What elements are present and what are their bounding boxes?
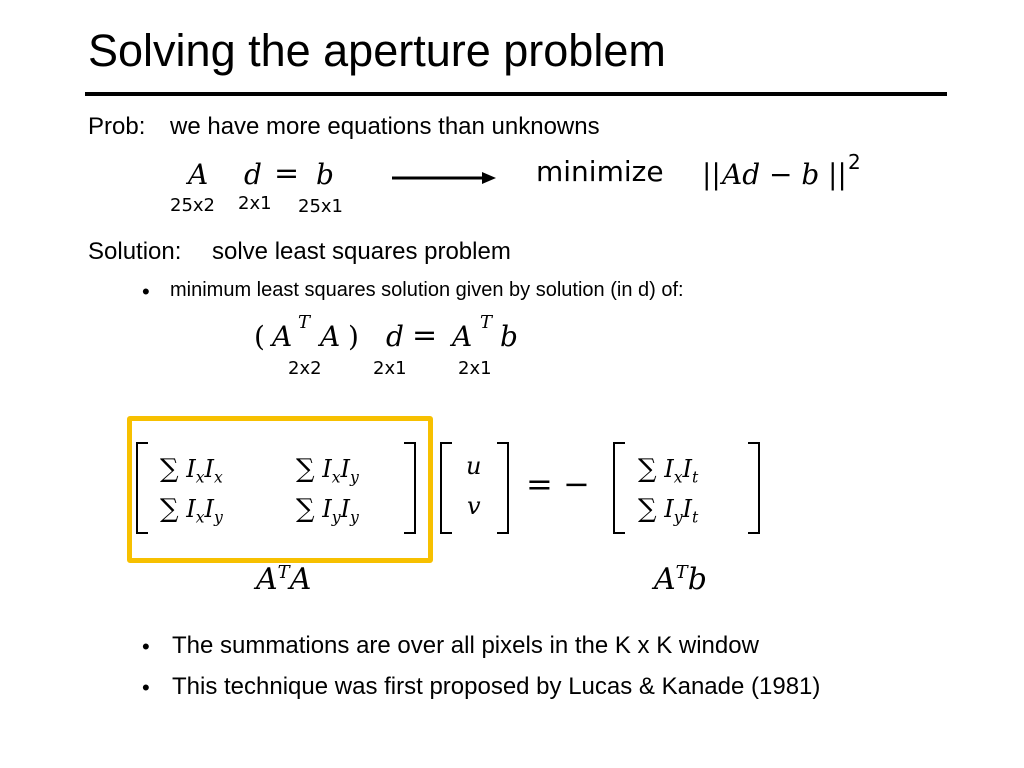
- vector-v: v: [467, 492, 481, 520]
- eq2-A2: A: [320, 320, 341, 353]
- minimize-power: 2: [848, 150, 861, 174]
- eq2-equals: =: [412, 318, 438, 353]
- matrix-left-bracket-open: [136, 442, 148, 534]
- dim-d2: 2x1: [373, 358, 407, 379]
- rhs-entry-1: ∑ $I_xI_t$: [638, 454, 699, 487]
- eq2-paren-close: ): [348, 320, 359, 353]
- dim-ATA: 2x2: [288, 358, 322, 379]
- minimize-expr: Ad − b: [722, 158, 820, 191]
- eq2-A: A: [272, 320, 293, 353]
- norm-close: ||: [828, 158, 847, 191]
- eq-d: d: [244, 158, 262, 191]
- rhs-bracket-open: [613, 442, 625, 534]
- highlight-box: [127, 416, 433, 563]
- solution-label: Solution:: [88, 238, 182, 265]
- bullet-dot: •: [142, 675, 150, 700]
- solution-bullet: minimum least squares solution given by solution (in d) of:: [170, 279, 684, 301]
- note-lucas-kanade: This technique was first proposed by Lucas & Kanade (1981): [172, 673, 821, 700]
- eq-A: A: [188, 158, 209, 191]
- eq2-T: T: [298, 312, 311, 333]
- vector-bracket-close: [497, 442, 509, 534]
- title-underline: [85, 92, 947, 96]
- note-summations: The summations are over all pixels in the K x K window: [172, 632, 759, 659]
- eq2-rhs-b: b: [500, 320, 518, 353]
- bullet-dot: •: [142, 279, 150, 304]
- matrix-entry-12: ∑ $I_xI_y$: [296, 454, 359, 487]
- rhs-bracket-close: [748, 442, 760, 534]
- vector-bracket-open: [440, 442, 452, 534]
- eq-b: b: [316, 158, 334, 191]
- vector-u: u: [466, 452, 482, 480]
- eq2-d: d: [386, 320, 404, 353]
- equals-minus: = −: [526, 465, 590, 503]
- prob-label: Prob:: [88, 113, 146, 140]
- matrix-left-bracket-close: [404, 442, 416, 534]
- eq2-rhs-T: T: [480, 312, 493, 333]
- rhs-entry-2: ∑ $I_yI_t$: [638, 494, 699, 527]
- minimize-word: minimize: [536, 155, 664, 188]
- eq-equals: =: [274, 156, 300, 191]
- dim-ATb: 2x1: [458, 358, 492, 379]
- matrix-entry-22: ∑ $I_yI_y$: [296, 494, 359, 527]
- eq2-paren-open: (: [254, 320, 265, 353]
- matrix-entry-11: ∑ $I_xI_x$: [160, 454, 223, 487]
- norm-open: ||: [702, 158, 721, 191]
- dim-A: 25x2: [170, 195, 216, 216]
- slide-title: Solving the aperture problem: [88, 25, 666, 76]
- dim-b: 25x1: [298, 196, 344, 217]
- matrix-entry-21: ∑ $I_xI_y$: [160, 494, 223, 527]
- solution-text: solve least squares problem: [212, 238, 511, 265]
- dim-d: 2x1: [238, 193, 272, 214]
- label-ATA: $A^TA$: [256, 561, 312, 597]
- eq2-rhs-A: A: [452, 320, 473, 353]
- right-arrow-icon: [390, 168, 500, 188]
- prob-text: we have more equations than unknowns: [170, 113, 600, 140]
- bullet-dot: •: [142, 634, 150, 659]
- label-ATb: $A^Tb$: [654, 561, 707, 597]
